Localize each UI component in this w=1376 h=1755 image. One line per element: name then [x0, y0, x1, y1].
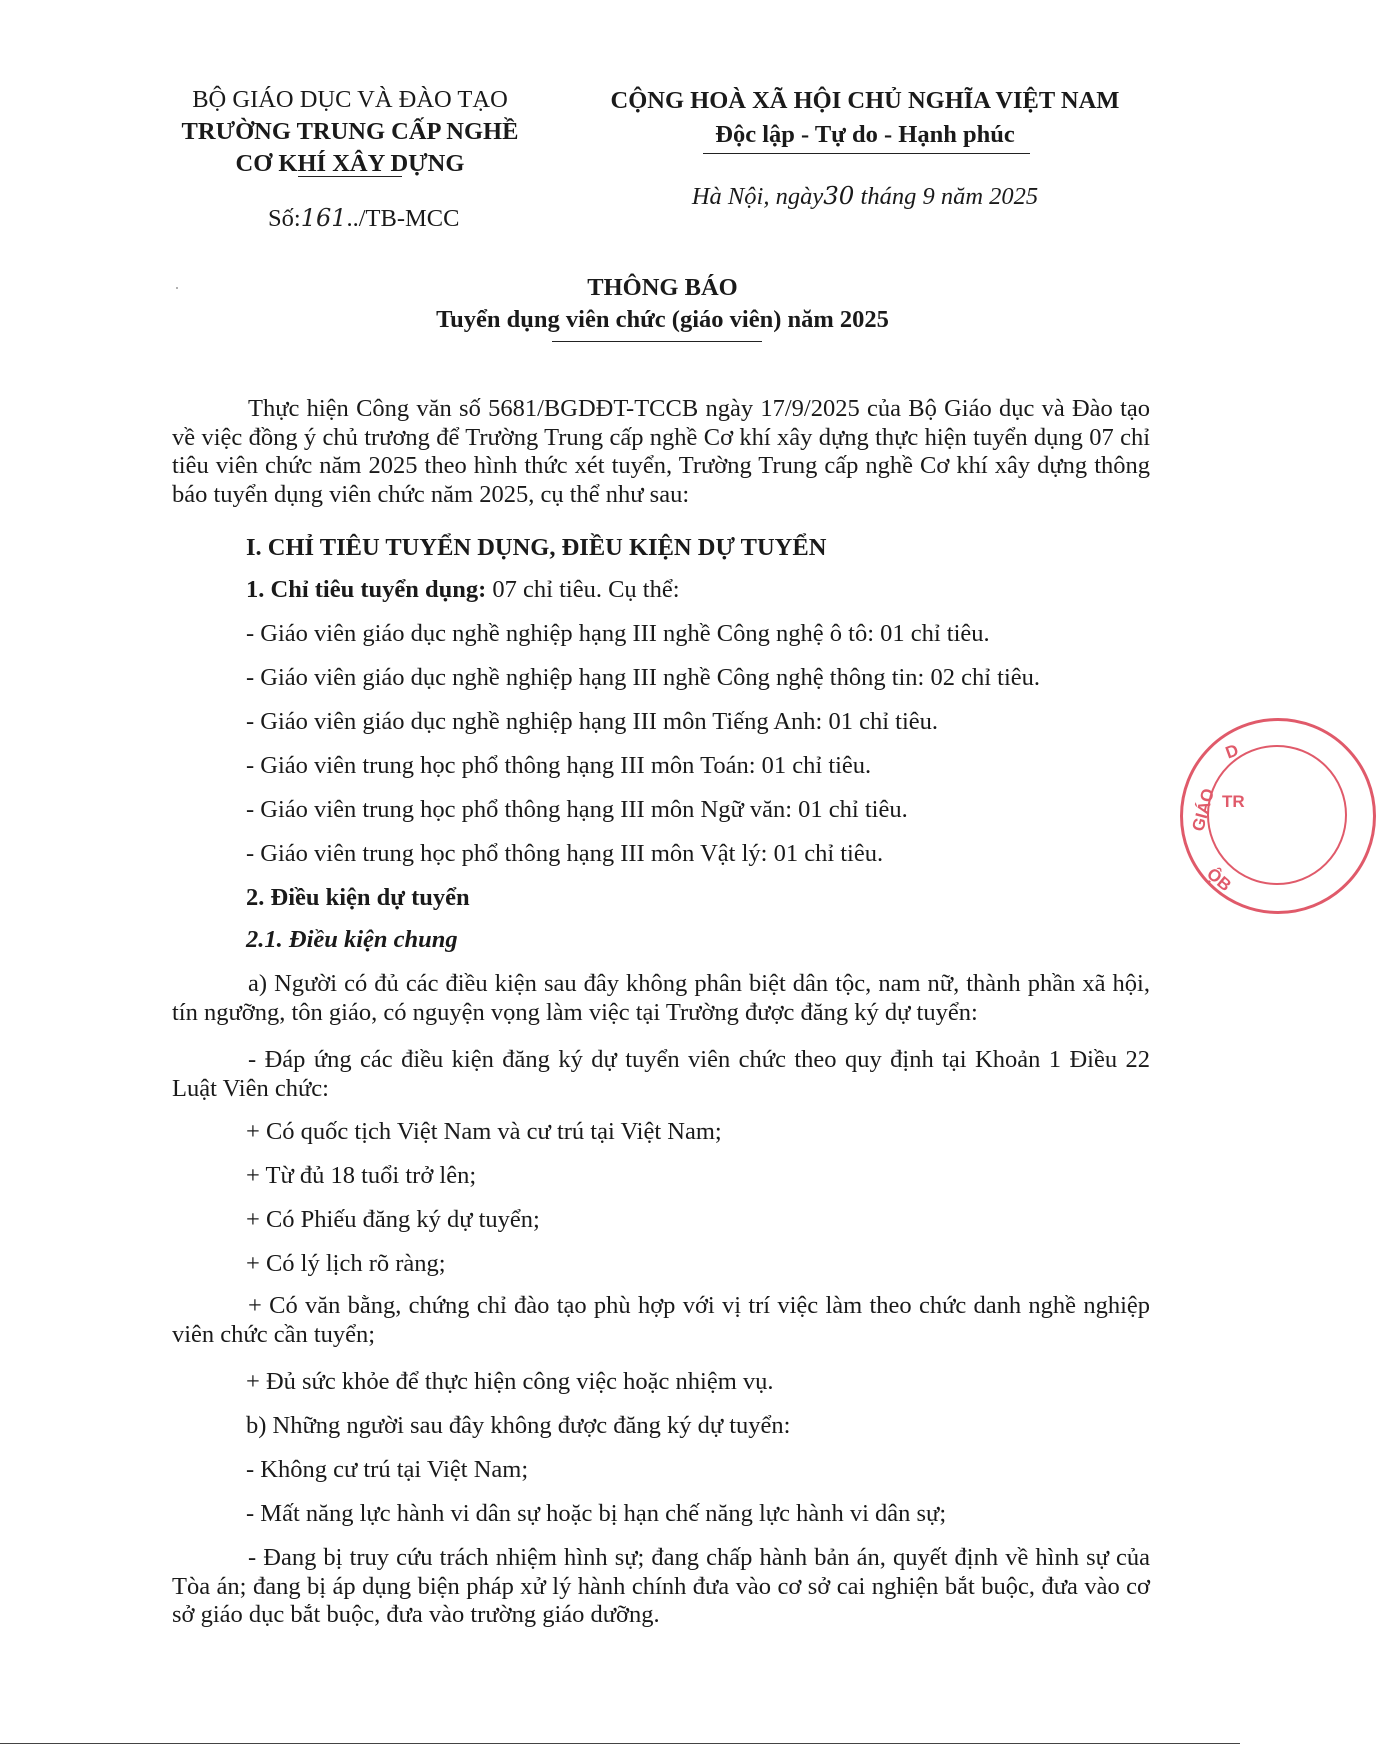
condition-item: + Có lý lịch rõ ràng;: [246, 1250, 446, 1277]
doc-number-prefix: Số:: [268, 205, 301, 232]
condition-item: + Từ đủ 18 tuổi trở lên;: [246, 1162, 477, 1189]
issue-date: [595, 181, 1135, 211]
excluded-item: - Mất năng lực hành vi dân sự hoặc bị hạn chế năng lực hành vi dân sự;: [246, 1500, 947, 1527]
general-conditions-heading: 2.1. Điều kiện chung: [246, 926, 458, 953]
school-name-line2: CƠ KHÍ XÂY DỰNG: [235, 150, 465, 177]
school-name-line1: TRƯỜNG TRUNG CẤP NGHỀ: [181, 118, 519, 145]
quota-item: - Giáo viên giáo dục nghề nghiệp hạng III nghề Công nghệ ô tô: 01 chỉ tiêu.: [246, 620, 990, 647]
seal-text: D: [1222, 740, 1241, 763]
paragraph-a: a) Người có đủ các điều kiện sau đây không phân biệt dân tộc, nam nữ, thành phần xã hội, tín ngưỡng, tôn giáo, có nguyện vọng làm việc tại Trường được đăng ký dự tuyển:: [172, 970, 1150, 1026]
paragraph-b: b) Những người sau đây không được đăng ký dự tuyển:: [246, 1412, 791, 1439]
date-suffix: tháng 9 năm 2025: [854, 183, 1039, 210]
motto-underline: [703, 153, 1030, 154]
ministry-name: BỘ GIÁO DỤC VÀ ĐÀO TẠO: [192, 86, 508, 113]
quota-item: - Giáo viên trung học phổ thông hạng III môn Ngữ văn: 01 chỉ tiêu.: [246, 796, 908, 823]
quota-label: 1. Chỉ tiêu tuyển dụng:: [246, 576, 487, 603]
issuer-underline: [298, 176, 402, 177]
seal-text: GIÁO: [1188, 786, 1219, 834]
diploma-condition: + Có văn bằng, chứng chỉ đào tạo phù hợp với vị trí việc làm theo chức danh nghề nghiệp viên chức cần tuyển;: [172, 1292, 1150, 1348]
health-condition: + Đủ sức khỏe để thực hiện công việc hoặc nhiệm vụ.: [246, 1368, 774, 1395]
condition-item: + Có quốc tịch Việt Nam và cư trú tại Việt Nam;: [246, 1118, 722, 1145]
quota-item: - Giáo viên trung học phổ thông hạng III môn Vật lý: 01 chỉ tiêu.: [246, 840, 884, 867]
quota-item: - Giáo viên giáo dục nghề nghiệp hạng III nghề Công nghệ thông tin: 02 chỉ tiêu.: [246, 664, 1041, 691]
scan-bottom-edge: [0, 1743, 1240, 1744]
section-heading: I. CHỈ TIÊU TUYỂN DỤNG, ĐIỀU KIỆN DỰ TUYỂN: [246, 534, 827, 561]
conditions-heading: 2. Điều kiện dự tuyển: [246, 884, 470, 911]
doc-number-suffix: ../TB-MCC: [346, 205, 460, 232]
nation-title: CỘNG HOÀ XÃ HỘI CHỦ NGHĨA VIỆT NAM: [610, 87, 1120, 114]
seal-text: TR: [1222, 792, 1245, 811]
law-paragraph: - Đáp ứng các điều kiện đăng ký dự tuyển viên chức theo quy định tại Khoản 1 Điều 22 Luật Viên chức:: [172, 1046, 1150, 1102]
document-subtitle: Tuyển dụng viên chức (giáo viên) năm 2025: [436, 306, 889, 333]
intro-paragraph: Thực hiện Công văn số 5681/BGDĐT-TCCB ngày 17/9/2025 của Bộ Giáo dục và Đào tạo về việc đồng ý chủ trương để Trường Trung cấp nghề Cơ khí xây dựng thực hiện tuyển dụng 07 chỉ tiêu viên chức năm 2025 theo hình thức xét tuyển, Trường Trung cấp nghề Cơ khí xây dựng thông báo tuyển dụng viên chức năm 2025, cụ thể như sau:: [172, 395, 1150, 508]
seal-text: ỘB: [1203, 864, 1235, 896]
quota-text: 07 chỉ tiêu. Cụ thể:: [486, 576, 680, 603]
title-underline: [552, 341, 762, 342]
national-motto: Độc lập - Tự do - Hạnh phúc: [715, 121, 1015, 148]
issuer-header: [150, 84, 550, 180]
quota-item: - Giáo viên giáo dục nghề nghiệp hạng III môn Tiếng Anh: 01 chỉ tiêu.: [246, 708, 939, 735]
doc-number-handwritten: 161: [300, 204, 347, 232]
date-day-handwritten: 30: [823, 181, 855, 210]
official-seal-inner-ring: [1207, 745, 1347, 885]
quota-line: [246, 576, 1150, 604]
quota-item: - Giáo viên trung học phổ thông hạng III môn Toán: 01 chỉ tiêu.: [246, 752, 872, 779]
excluded-item: - Không cư trú tại Việt Nam;: [246, 1456, 529, 1483]
document-number: [268, 204, 460, 234]
document-title: THÔNG BÁO: [587, 274, 738, 301]
excluded-item-last: - Đang bị truy cứu trách nhiệm hình sự; đang chấp hành bản án, quyết định về hình sự của Tòa án; đang bị áp dụng biện pháp xử lý hành chính đưa vào cơ sở cai nghiện bắt buộc, đưa vào cơ sở giáo dục bắt buộc, đưa vào trường giáo dưỡng.: [172, 1544, 1150, 1628]
condition-item: + Có Phiếu đăng ký dự tuyển;: [246, 1206, 540, 1233]
date-prefix: Hà Nội, ngày: [691, 183, 824, 210]
national-header: [595, 84, 1135, 152]
